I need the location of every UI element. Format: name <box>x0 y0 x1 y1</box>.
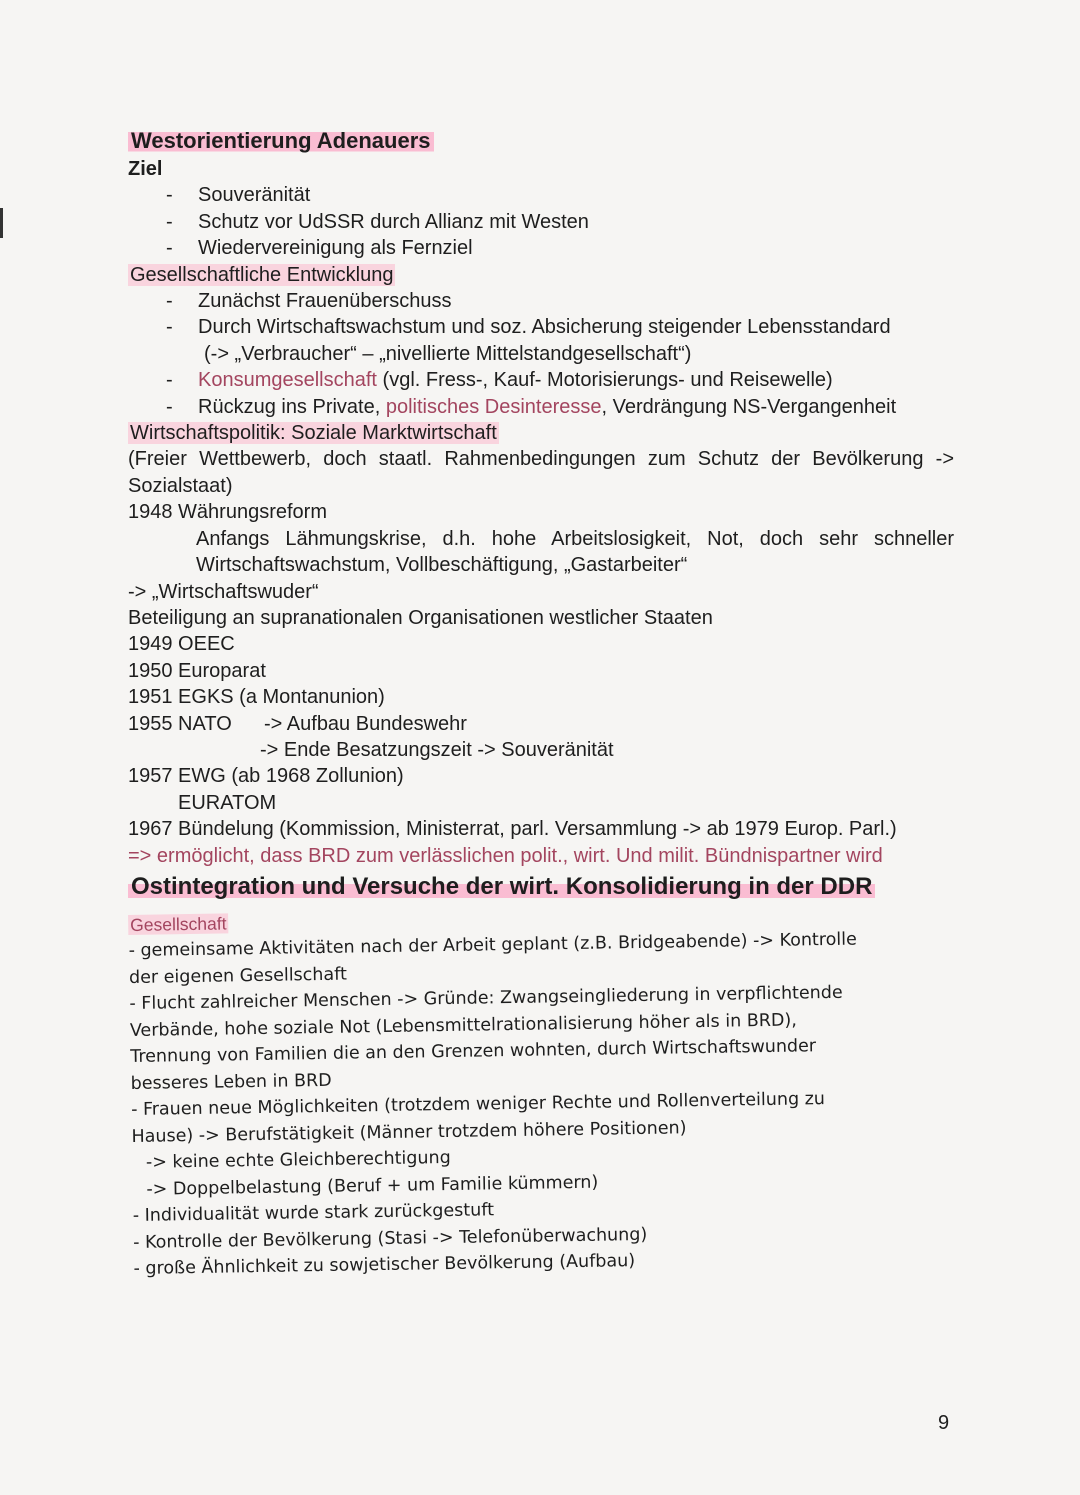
org-1967: 1967 Bündelung (Kommission, Ministerrat, parl. Versammlung -> ab 1979 Europ. Parl.) <box>128 818 897 841</box>
margin-mark <box>0 208 3 238</box>
ddr-line: Verbände, hohe soziale Not (Lebensmittelrationalisierung höher als in BRD), <box>129 1010 797 1041</box>
wirtschaft-desc: (Freier Wettbewerb, doch staatl. Rahmenbedingungen zum Schutz der Bevölkerung -> Sozialstaat) <box>128 448 954 497</box>
gesellschaft-item-cont: (-> „Verbraucher“ – „nivellierte Mittelstandgesellschaft“) <box>204 342 692 365</box>
ziel-label: Ziel <box>128 158 163 180</box>
section2-title: Ostintegration und Versuche der wirt. Konsolidierung in der DDR <box>128 871 968 903</box>
gesellschaft-item: - Konsumgesellschaft (vgl. Fress-, Kauf- Motorisierungs- und Reisewelle) <box>166 369 833 392</box>
ziel-item: - Wiedervereinigung als Fernziel <box>166 237 473 260</box>
beteiligung-label: Beteiligung an supranationalen Organisationen westlicher Staaten <box>128 606 713 629</box>
org-1949: 1949 OEEC <box>128 633 235 656</box>
org-1957: 1957 EWG (ab 1968 Zollunion) <box>128 765 404 788</box>
ddr-line: - Individualität wurde stark zurückgestuft <box>132 1200 495 1226</box>
gesellschaft-item: - Rückzug ins Private, politisches Desinteresse, Verdrängung NS-Vergangenheit <box>166 395 897 418</box>
ziel-item: - Souveränität <box>166 184 311 207</box>
result-line: => ermöglicht, dass BRD zum verlässlichen polit., wirt. Und milit. Bündnispartner wird <box>128 844 883 867</box>
ddr-line: der eigenen Gesellschaft <box>128 964 348 988</box>
section-ostintegration <box>128 902 857 1283</box>
gesellschaft-item: - Zunächst Frauenüberschuss <box>166 290 452 313</box>
waehrungsreform: 1948 Währungsreform <box>128 501 327 524</box>
wirtschaft-label: Wirtschaftspolitik: Soziale Marktwirtschaft <box>130 422 497 445</box>
org-1951: 1951 EGKS (a Montanunion) <box>128 686 385 709</box>
ddr-line: -> Doppelbelastung (Beruf + um Familie kümmern) <box>146 1172 599 1200</box>
ziel-item: - Schutz vor UdSSR durch Allianz mit Westen <box>166 210 589 233</box>
gesellschaft-label: Gesellschaftliche Entwicklung <box>130 263 394 286</box>
page-number: 9 <box>938 1412 950 1434</box>
ddr-line: - gemeinsame Aktivitäten nach der Arbeit geplant (z.B. Bridgeabende) -> Kontrolle <box>128 929 857 961</box>
org-1955-cont: -> Ende Besatzungszeit -> Souveränität <box>260 738 614 761</box>
org-euratom: EURATOM <box>178 791 277 814</box>
ddr-line: -> keine echte Gleichberechtigung <box>145 1147 451 1173</box>
gesellschaft-ddr-label: Gesellschaft <box>130 913 227 935</box>
section-title: Westorientierung Adenauers <box>128 126 968 156</box>
ddr-line: - Frauen neue Möglichkeiten (trotzdem weniger Rechte und Rollenverteilung zu <box>130 1089 826 1120</box>
wirtschaftswunder: -> „Wirtschaftswuder“ <box>128 580 319 603</box>
ddr-line: - große Ähnlichkeit zu sowjetischer Bevölkerung (Aufbau) <box>133 1251 636 1279</box>
section-westorientierung <box>128 126 968 903</box>
ddr-line: - Kontrolle der Bevölkerung (Stasi -> Telefonüberwachung) <box>133 1224 648 1253</box>
org-1950: 1950 Europarat <box>128 659 266 682</box>
ddr-line: Hause) -> Berufstätigkeit (Männer trotzdem höhere Positionen) <box>131 1117 687 1147</box>
org-1955: 1955 NATO -> Aufbau Bundeswehr <box>128 712 467 735</box>
ddr-line: - Flucht zahlreicher Menschen -> Gründe: Zwangseingliederung in verpflichtende <box>129 982 843 1014</box>
ddr-line: Trennung von Familien die an den Grenzen wohnten, durch Wirtschaftswunder <box>130 1036 817 1067</box>
ddr-line: besseres Leben in BRD <box>130 1070 332 1094</box>
waehrungsreform-detail: Anfangs Lähmungskrise, d.h. hohe Arbeitslosigkeit, Not, doch sehr schneller Wirtschaftswachstum, Vollbeschäftigung, „Gastarbeiter“ <box>196 527 954 577</box>
gesellschaft-item: - Durch Wirtschaftswachstum und soz. Absicherung steigender Lebensstandard <box>166 316 891 339</box>
